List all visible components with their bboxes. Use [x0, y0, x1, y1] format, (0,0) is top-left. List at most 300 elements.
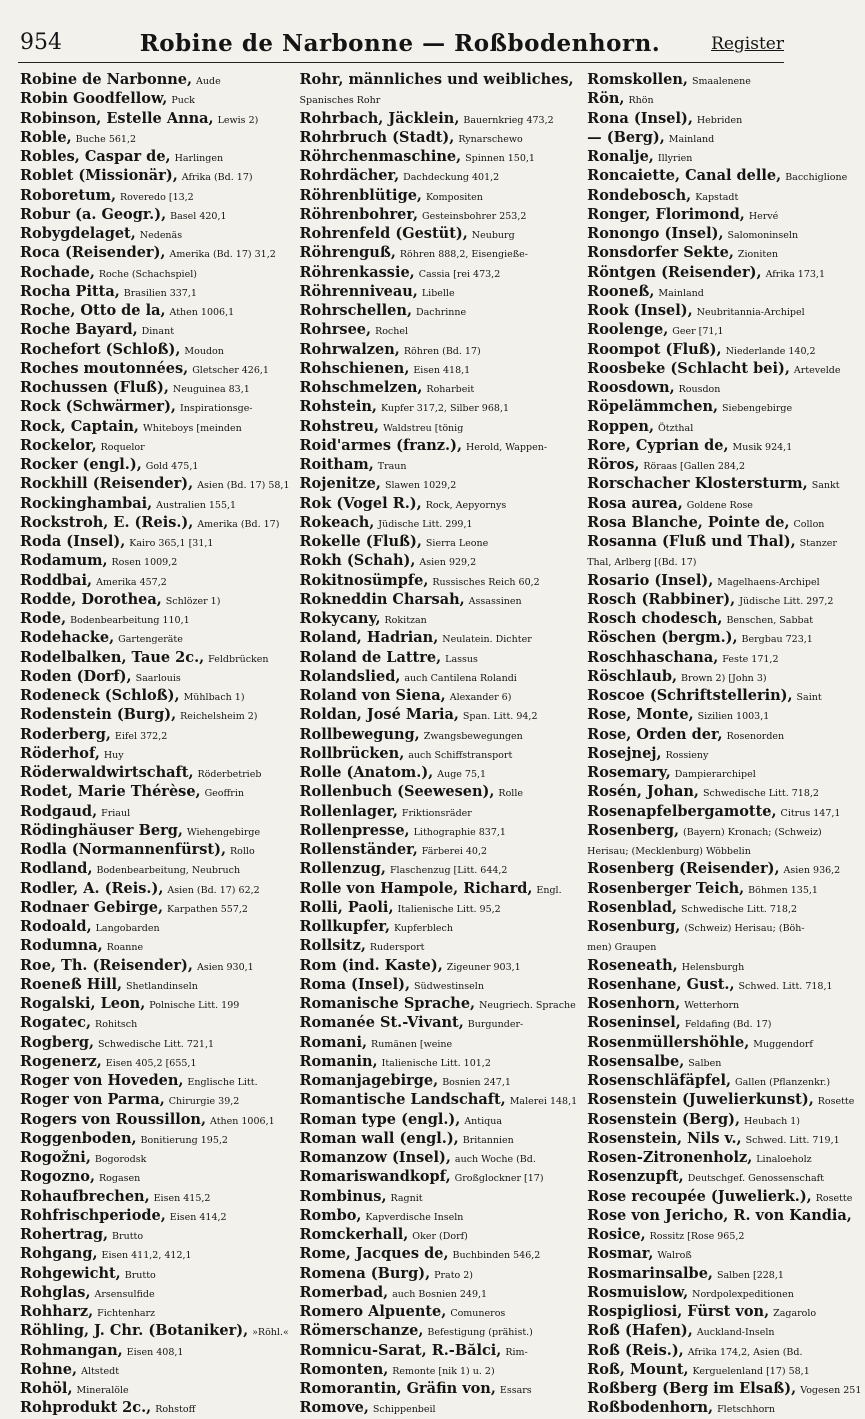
index-entry — [20, 763, 290, 782]
entry-headword: Rosmarinsalbe, — [587, 1264, 713, 1282]
index-entry — [20, 474, 290, 493]
index-entry — [20, 417, 290, 436]
entry-reference: Benschen, Sabbat — [726, 615, 814, 626]
index-entry — [300, 898, 578, 917]
entry-headword: Rosanna (Fluß und Thal), — [587, 533, 796, 550]
entry-headword: Rore, Cyprian de, — [587, 436, 729, 454]
entry-headword: Rolle (Anatom.), — [299, 764, 434, 781]
entry-headword: Roggenboden, — [20, 1129, 137, 1147]
entry-reference: Deutschgef. Genossenschaft — [687, 1173, 824, 1185]
entry-reference: Bonitierung 195,2 — [140, 1134, 228, 1146]
index-entry — [20, 494, 290, 513]
entry-headword: Rosenhane, Gust., — [587, 975, 735, 993]
entry-headword: Rön, — [587, 90, 625, 108]
entry-reference: Rosenorden — [726, 730, 785, 742]
entry-headword: Rohne, — [20, 1360, 78, 1378]
entry-headword: Roman type (engl.), — [299, 1110, 461, 1128]
entry-reference: Bodenbearbeitung 110,1 — [70, 615, 190, 626]
index-entry — [20, 782, 290, 801]
index-entry — [20, 397, 290, 416]
entry-headword: Rokneddin Charsah, — [299, 590, 465, 608]
index-entry — [20, 1071, 290, 1090]
entry-reference: Wetterhorn — [684, 1000, 740, 1011]
entry-headword: Robur (a. Geogr.), — [20, 205, 167, 223]
entry-reference: Asien (Bd. 17) 62,2 — [167, 884, 260, 896]
index-entry — [587, 397, 861, 416]
entry-reference: Chirurgie 39,2 — [168, 1096, 240, 1108]
entry-headword: Rode, — [20, 610, 67, 627]
index-entry — [300, 667, 578, 686]
entry-headword: Röderhof, — [20, 744, 100, 762]
entry-headword: Rodler, A. (Reis.), — [20, 879, 164, 897]
entry-reference: Jüdische Litt. 297,2 — [739, 595, 834, 607]
entry-headword: Rosenstein (Berg), — [587, 1110, 741, 1128]
entry-headword: Rohrbruch (Stadt), — [299, 128, 455, 146]
entry-reference: (Schweiz) Herisau; (Böh- — [684, 923, 805, 934]
entry-headword: Romove, — [299, 1399, 369, 1417]
index-entry — [300, 1360, 578, 1379]
index-entry — [587, 1225, 861, 1244]
entry-headword: Rosejnej, — [587, 744, 662, 762]
index-entry — [300, 436, 578, 455]
entry-headword: Rosenapfelbergamotte, — [587, 802, 777, 820]
entry-headword: Romero Alpuente, — [299, 1303, 447, 1320]
entry-headword: Röhrenblütige, — [299, 186, 422, 204]
entry-headword: Ronsdorfer Sekte, — [587, 244, 734, 262]
entry-reference: Bodenbearbeitung, Neubruch — [96, 865, 241, 877]
entry-reference: Saint — [796, 692, 822, 703]
entry-reference: Alexander 6) — [449, 692, 512, 703]
index-entry — [587, 1129, 861, 1148]
entry-reference: Rosen 1009,2 — [111, 557, 178, 569]
index-entry — [587, 802, 861, 821]
entry-headword: Rodgaud, — [20, 802, 98, 820]
entry-headword: Romckerhall, — [299, 1226, 409, 1243]
entry-reference: Australien 155,1 — [156, 499, 237, 511]
index-entry — [300, 936, 578, 955]
entry-headword: Roosbeke (Schlacht bei), — [587, 359, 790, 377]
index-entry — [20, 705, 290, 724]
index-entry — [587, 455, 861, 474]
entry-headword: Roland, Hadrian, — [299, 629, 439, 647]
entry-headword: Rokitnosümpfe, — [299, 571, 429, 589]
entry-headword: Romanin, — [299, 1052, 378, 1070]
header-rule — [18, 62, 784, 63]
index-entry — [587, 571, 861, 590]
index-entry — [587, 1244, 861, 1263]
entry-headword: Rochade, — [20, 263, 95, 281]
entry-reference: auch Bosnien 249,1 — [392, 1288, 488, 1300]
entry-headword: Romorantin, Gräfin von, — [299, 1380, 496, 1397]
entry-reference: Hebriden — [696, 114, 743, 126]
entry-headword: Rosmar, — [587, 1245, 654, 1263]
entry-headword: Roches moutonnées, — [20, 359, 189, 377]
entry-headword: Röschen (bergm.), — [587, 629, 738, 647]
entry-headword: Roble, — [20, 128, 72, 146]
index-column-1 — [20, 70, 294, 1417]
index-entry — [20, 744, 290, 763]
entry-headword: Rombinus, — [299, 1187, 387, 1205]
index-entry — [300, 340, 578, 359]
entry-headword: Rohharz, — [20, 1303, 94, 1320]
entry-headword: Rosice, — [587, 1226, 646, 1243]
index-entry — [300, 1264, 578, 1283]
index-entry — [587, 1052, 861, 1071]
entry-headword: Rojenitze, — [299, 475, 381, 493]
entry-reference: Zigeuner 903,1 — [446, 961, 521, 973]
entry-headword: Rodet, Marie Thérèse, — [20, 783, 201, 801]
index-entry — [587, 147, 861, 166]
entry-reference: Bauernkrieg 473,2 — [463, 114, 554, 126]
entry-headword: Roompot (Fluß), — [587, 340, 722, 358]
entry-reference: Gold 475,1 — [145, 461, 199, 472]
index-entry — [20, 648, 290, 667]
index-entry — [20, 879, 290, 898]
entry-reference: Röraas [Gallen 284,2 — [643, 461, 746, 472]
entry-headword: Rodeneck (Schloß), — [20, 687, 180, 704]
entry-reference: Befestigung (prähist.) — [427, 1327, 533, 1339]
entry-reference: Rossitz [Rose 965,2 — [649, 1231, 745, 1242]
index-entry — [20, 340, 290, 359]
entry-headword: Roß, Mount, — [587, 1360, 689, 1378]
entry-reference: Malerei 148,1 — [509, 1096, 578, 1108]
index-entry — [587, 705, 861, 724]
entry-reference: Waldstreu [tönig — [383, 422, 464, 434]
index-entry — [300, 1225, 578, 1244]
entry-headword: Rockelor, — [20, 436, 97, 454]
entry-reference: Neuguinea 83,1 — [172, 384, 250, 395]
entry-headword: Rogozno, — [20, 1168, 96, 1186]
entry-reference: Buche 561,2 — [75, 133, 137, 145]
entry-reference: Nordpolexpeditionen — [692, 1288, 794, 1300]
entry-headword: Rodamum, — [20, 552, 108, 570]
entry-reference: Kairo 365,1 [31,1 — [129, 538, 214, 549]
index-entry — [587, 532, 861, 551]
entry-headword: Rollenbuch (Seewesen), — [299, 783, 495, 801]
index-entry — [587, 782, 861, 801]
index-entry — [587, 128, 861, 147]
entry-headword: Roß (Hafen), — [587, 1322, 693, 1340]
index-entry — [587, 648, 861, 667]
entry-headword: Rosenzupft, — [587, 1168, 684, 1186]
index-entry — [300, 474, 578, 493]
entry-headword: Rosenstein (Juwelierkunst), — [587, 1091, 814, 1109]
entry-reference: Bergbau 723,1 — [741, 634, 813, 646]
entry-reference: Schlözer 1) — [165, 595, 221, 607]
entry-headword: Rooneß, — [587, 282, 655, 300]
index-entry — [20, 1013, 290, 1032]
index-entry — [587, 1148, 861, 1167]
index-entry — [300, 705, 578, 724]
entry-reference: Spinnen 150,1 — [465, 153, 535, 164]
entry-reference: Lithographie 837,1 — [413, 826, 506, 838]
entry-headword: Rosenhorn, — [587, 995, 681, 1012]
entry-headword: Rockinghambai, — [20, 494, 153, 512]
entry-reference: Asien 929,2 — [419, 557, 477, 569]
index-entry — [20, 1398, 290, 1417]
index-entry — [20, 320, 290, 339]
entry-reference: Eisen 415,2 — [153, 1192, 211, 1204]
entry-headword: Romnicu-Sarat, R.-Bălci, — [299, 1341, 502, 1359]
entry-headword: Rombo, — [299, 1206, 362, 1224]
entry-reference: Neubritannia-Archipel — [696, 307, 805, 318]
entry-reference: Athen 1006,1 — [210, 1115, 275, 1127]
index-column-3 — [581, 70, 865, 1417]
entry-headword: Rosenblad, — [587, 898, 678, 916]
entry-reference: Bogorodsk — [94, 1154, 147, 1165]
index-entry — [20, 840, 290, 859]
entry-headword: Rochussen (Fluß), — [20, 379, 169, 396]
entry-reference: Salben [228,1 — [716, 1269, 784, 1281]
entry-headword: Roitham, — [299, 456, 374, 473]
index-entry — [20, 436, 290, 455]
entry-reference: Saarlouis — [135, 672, 181, 684]
index-entry — [20, 590, 290, 609]
index-entry — [587, 513, 861, 532]
entry-headword: Rosenschläfäpfel, — [587, 1072, 732, 1089]
index-entry — [587, 975, 861, 994]
entry-headword: Roger von Hoveden, — [20, 1072, 184, 1089]
entry-reference: Citrus 147,1 — [780, 807, 841, 819]
index-entry — [300, 455, 578, 474]
index-entry — [587, 494, 861, 513]
entry-reference: Mühlbach 1) — [183, 692, 245, 703]
index-entry — [20, 128, 290, 147]
entry-headword: Rogalski, Leon, — [20, 995, 146, 1012]
entry-headword: Rogberg, — [20, 1033, 95, 1051]
entry-headword: Romanjagebirge, — [299, 1072, 439, 1089]
entry-headword: Rok (Vogel R.), — [299, 494, 422, 512]
entry-reference: Neuburg — [471, 230, 515, 241]
index-entry — [20, 301, 290, 320]
entry-reference: Shetlandinseln — [126, 980, 198, 992]
index-entry — [587, 359, 861, 378]
entry-reference: Schwedische Litt. 718,2 — [681, 903, 798, 915]
entry-reference: Fletschhorn — [717, 1404, 775, 1416]
entry-reference: Rossieny — [665, 749, 709, 761]
entry-reference: Dampierarchipel — [674, 769, 756, 780]
entry-headword: Rohertrag, — [20, 1226, 109, 1243]
entry-reference: Geer [71,1 — [672, 326, 724, 338]
index-entry — [300, 532, 578, 551]
entry-reference: Libelle — [421, 287, 455, 299]
index-entry — [20, 1148, 290, 1167]
index-entry — [587, 1283, 861, 1302]
entry-reference: Wiehengebirge — [186, 826, 261, 838]
index-entry — [20, 628, 290, 647]
entry-headword: Rollbrücken, — [299, 744, 405, 762]
index-entry — [300, 956, 578, 975]
entry-reference: Rohitsch — [95, 1019, 138, 1031]
entry-headword: Rosa Blanche, Pointe de, — [587, 513, 790, 531]
index-entry — [20, 1206, 290, 1225]
entry-reference: Brasilien 337,1 — [123, 287, 197, 299]
entry-headword: Römerschanze, — [299, 1322, 424, 1340]
entry-headword: Rollbewegung, — [299, 725, 420, 743]
index-entry — [587, 763, 861, 782]
entry-headword: Rockhill (Reisender), — [20, 475, 194, 493]
index-entry — [300, 1244, 578, 1263]
entry-reference: Dachdeckung 401,2 — [403, 172, 500, 184]
entry-headword: Rollenlager, — [299, 802, 398, 820]
entry-headword: Rom (ind. Kaste), — [299, 956, 443, 974]
entry-reference: Amerika (Bd. 17) 31,2 — [169, 249, 276, 261]
entry-headword: Rosch (Rabbiner), — [587, 590, 736, 608]
index-entry — [587, 243, 861, 262]
entry-headword: — (Berg), — [587, 128, 665, 146]
entry-reference: Dachrinne — [415, 307, 467, 318]
index-entry — [300, 686, 578, 705]
entry-headword: Ronongo (Insel), — [587, 225, 724, 242]
index-entry — [587, 70, 861, 89]
index-entry — [20, 166, 290, 185]
index-entry — [300, 282, 578, 301]
entry-headword: Rokelle (Fluß), — [299, 533, 422, 550]
index-entry — [300, 186, 578, 205]
entry-headword: Rock, Captain, — [20, 417, 139, 435]
entry-reference: Sizilien 1003,1 — [697, 711, 770, 723]
index-entry — [587, 340, 861, 359]
entry-reference: Kupfer 317,2, Silber 968,1 — [380, 403, 510, 415]
entry-headword: Rogers von Roussillon, — [20, 1110, 207, 1128]
entry-reference: Roanne — [106, 942, 144, 954]
entry-headword: Rocker (engl.), — [20, 456, 142, 473]
index-entry — [20, 109, 290, 128]
entry-headword: Roß (Reis.), — [587, 1341, 684, 1359]
index-entry — [300, 320, 578, 339]
entry-headword: Rospigliosi, Fürst von, — [587, 1303, 770, 1320]
entry-headword: Rodumna, — [20, 937, 103, 955]
entry-headword: Rohmangan, — [20, 1341, 123, 1359]
entry-reference: Eisen 418,1 — [413, 364, 471, 376]
entry-reference: Comuneros — [450, 1308, 506, 1319]
index-entry — [20, 1321, 290, 1340]
index-entry — [300, 1398, 578, 1417]
entry-headword: Rohrenfeld (Gestüt), — [299, 225, 468, 242]
entry-headword: Rosenmüllershöhle, — [587, 1033, 750, 1051]
entry-reference: Schwedische Litt. 718,2 — [702, 788, 819, 800]
entry-headword: Röschlaub, — [587, 667, 678, 685]
entry-headword: Röntgen (Reisender), — [587, 263, 762, 281]
entry-reference: men) Graupen — [587, 942, 657, 954]
entry-headword: Rohrsee, — [299, 321, 372, 339]
index-entry — [587, 898, 861, 917]
entry-headword: Röhrenniveau, — [299, 282, 418, 300]
entry-reference: Oker (Dorf) — [412, 1231, 468, 1242]
entry-reference: Span. Litt. 94,2 — [462, 711, 538, 723]
index-entry — [20, 1244, 290, 1263]
entry-reference: Altstedt — [81, 1365, 120, 1377]
entry-headword: Rosemary, — [587, 764, 671, 781]
entry-reference: Rosette — [817, 1096, 855, 1108]
entry-reference: Mainland — [658, 287, 704, 299]
entry-reference: Helensburgh — [681, 961, 745, 973]
index-entry — [300, 802, 578, 821]
index-entry — [300, 397, 578, 416]
entry-headword: Robine de Narbonne, — [20, 71, 193, 88]
entry-reference: Vogesen 251 — [800, 1385, 862, 1396]
entry-headword: Romonten, — [299, 1360, 389, 1378]
index-entry — [300, 1187, 578, 1206]
entry-headword: Rosenberg (Reisender), — [587, 860, 780, 878]
index-entry — [300, 1379, 578, 1398]
index-entry — [300, 551, 578, 570]
index-entry — [20, 359, 290, 378]
index-columns — [20, 70, 862, 1417]
entry-headword: Rorschacher Klostersturm, — [587, 475, 808, 493]
index-entry — [587, 725, 861, 744]
section-label: Register — [711, 34, 784, 54]
index-entry — [20, 609, 290, 628]
index-entry — [587, 436, 861, 455]
index-entry — [20, 1302, 290, 1321]
entry-headword: Roßbodenhorn, — [587, 1399, 714, 1417]
index-entry — [587, 109, 861, 128]
entry-headword: Rodde, Dorothea, — [20, 590, 162, 608]
index-entry — [300, 763, 578, 782]
entry-headword: Röhrenkassie, — [299, 263, 415, 281]
index-entry — [587, 551, 861, 570]
entry-headword: Roden (Dorf), — [20, 667, 132, 685]
entry-reference: Böhmen 135,1 — [748, 884, 818, 896]
entry-reference: Eifel 372,2 — [114, 730, 168, 742]
entry-headword: Roche, Otto de la, — [20, 302, 166, 319]
index-entry — [20, 1360, 290, 1379]
index-entry — [300, 1013, 578, 1032]
entry-reference: Rumänen [weine — [371, 1038, 453, 1050]
index-entry — [587, 224, 861, 243]
page-header — [16, 8, 784, 57]
entry-headword: Rodoald, — [20, 918, 92, 935]
entry-reference: Reichelsheim 2) — [180, 711, 258, 723]
index-entry — [20, 1264, 290, 1283]
entry-reference: (Bayern) Kronach; (Schweiz) — [683, 826, 822, 838]
entry-headword: Rocha Pitta, — [20, 282, 120, 300]
entry-reference: Geoffrin — [204, 788, 244, 800]
entry-headword: Roschhaschana, — [587, 648, 719, 666]
index-entry — [587, 1302, 861, 1321]
entry-headword: Roma (Insel), — [299, 975, 410, 993]
entry-reference: Sankt — [811, 480, 840, 492]
entry-headword: Rogenerz, — [20, 1052, 102, 1070]
index-entry — [587, 1167, 861, 1186]
entry-reference: Ragnit — [390, 1192, 423, 1204]
entry-reference: Antiqua — [464, 1115, 503, 1127]
index-entry — [300, 147, 578, 166]
entry-headword: Rollkupfer, — [299, 918, 391, 935]
index-entry — [20, 455, 290, 474]
entry-headword: Rolandslied, — [299, 667, 401, 685]
entry-reference: Linaloeholz — [756, 1154, 812, 1165]
entry-reference: Rousdon — [678, 384, 721, 395]
index-entry — [587, 1187, 861, 1206]
entry-headword: Romantische Landschaft, — [299, 1091, 506, 1109]
entry-reference: Goldene Rose — [686, 499, 753, 511]
entry-reference: Asien (Bd. 17) 58,1 — [197, 480, 290, 492]
index-entry — [20, 224, 290, 243]
index-entry — [300, 994, 578, 1013]
entry-headword: Romani, — [299, 1033, 368, 1051]
entry-headword: Röhling, J. Chr. (Botaniker), — [20, 1322, 249, 1340]
entry-headword: Rosa aurea, — [587, 494, 683, 512]
entry-headword: Romskollen, — [587, 71, 688, 88]
entry-headword: Roid'armes (franz.), — [299, 436, 462, 454]
entry-reference: Auge 75,1 — [437, 769, 487, 780]
index-entry — [300, 224, 578, 243]
entry-headword: Röhrenbohrer, — [299, 205, 419, 223]
entry-headword: Roncaiette, Canal delle, — [587, 167, 782, 185]
index-entry — [587, 282, 861, 301]
